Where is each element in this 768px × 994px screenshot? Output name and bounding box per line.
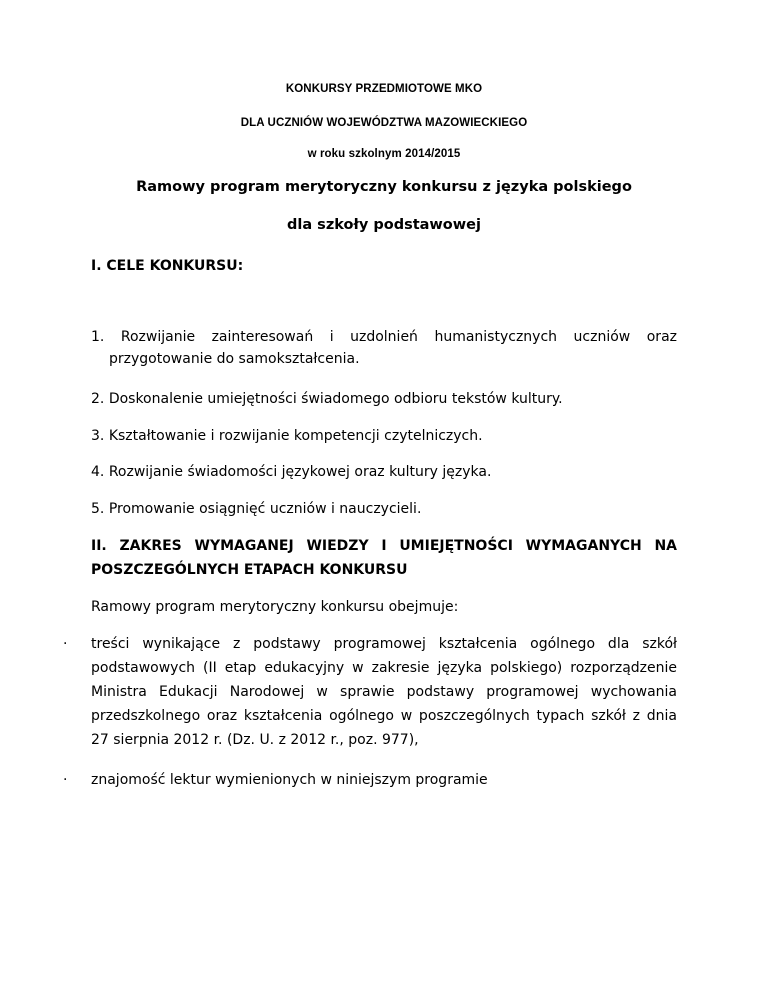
goal-item-5-number: 5. (91, 501, 105, 517)
goal-item-1-text: Rozwijanie zainteresowań i uzdolnień humanistycznych uczniów oraz (120, 329, 677, 345)
section-1-heading: I. CELE KONKURSU: (91, 258, 244, 274)
section-2-heading-line-1: II. ZAKRES WYMAGANEJ WIEDZY I UMIEJĘTNOŚCI WYMAGANYCH NA (91, 538, 677, 554)
bullet-1-line-2: podstawowych (II etap edukacyjny w zakresie języka polskiego) rozporządzenie (91, 660, 677, 676)
goal-item-2-text: Doskonalenie umiejętności świadomego odbioru tekstów kultury. (108, 391, 563, 407)
header-line-1: KONKURSY PRZEDMIOTOWE MKO (285, 83, 483, 95)
bullet-1-line-1: treści wynikające z podstawy programowej kształcenia ogólnego dla szkół (91, 636, 677, 652)
bullet-marker-2: · (63, 772, 68, 788)
bullet-1-line-4: przedszkolnego oraz kształcenia ogólnego w poszczególnych typach szkół z dnia (91, 708, 677, 724)
bullet-1-line-3: Ministra Edukacji Narodowej w sprawie podstawy programowej wychowania (91, 684, 677, 700)
goal-item-1-line-2: przygotowanie do samokształcenia. (109, 351, 360, 367)
goal-item-1 (91, 325, 677, 349)
header-line-2: DLA UCZNIÓW WOJEWÓDZTWA MAZOWIECKIEGO (240, 117, 528, 129)
goal-item-2 (91, 387, 563, 411)
document-title-line-2: dla szkoły podstawowej (287, 217, 481, 233)
header-line-3: w roku szkolnym 2014/2015 (307, 148, 461, 160)
goal-item-3-text: Kształtowanie i rozwijanie kompetencji czytelniczych. (108, 428, 483, 444)
goal-item-3 (91, 424, 483, 448)
goal-item-5-text: Promowanie osiągnięć uczniów i nauczycieli. (108, 501, 422, 517)
goal-item-2-number: 2. (91, 391, 105, 407)
goal-item-5 (91, 497, 421, 521)
goal-item-1-number: 1. (91, 329, 105, 345)
bullet-2-line-1: znajomość lektur wymienionych w niniejszym programie (91, 772, 488, 788)
section-2-heading-line-2: POSZCZEGÓLNYCH ETAPACH KONKURSU (91, 562, 408, 578)
goal-item-4-number: 4. (91, 464, 105, 480)
goal-item-4-text: Rozwijanie świadomości językowej oraz kultury języka. (108, 464, 492, 480)
goal-item-1-line-1 (91, 325, 677, 349)
goal-item-4 (91, 460, 491, 484)
section-2-intro: Ramowy program merytoryczny konkursu obejmuje: (91, 599, 459, 615)
document-title-line-1: Ramowy program merytoryczny konkursu z języka polskiego (136, 179, 632, 195)
bullet-1-line-5: 27 sierpnia 2012 r. (Dz. U. z 2012 r., poz. 977), (91, 732, 419, 748)
goal-item-3-number: 3. (91, 428, 105, 444)
bullet-marker-1: · (63, 636, 68, 652)
